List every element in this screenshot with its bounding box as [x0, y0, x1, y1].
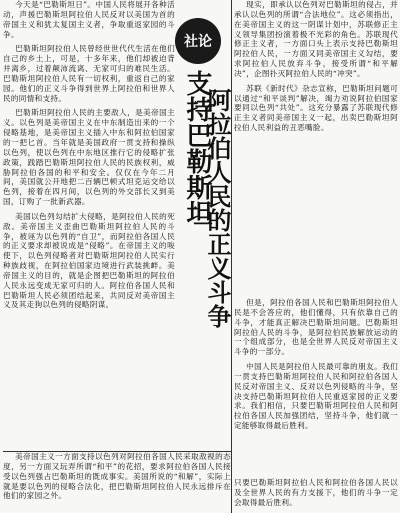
right-text-column-top	[234, 0, 398, 296]
paragraph: 中国人民是阿拉伯人民最可靠的朋友。我们一贯支持巴勒斯坦阿拉伯人民和阿拉伯各国人民反对帝国主义、反对以色列侵略的斗争，坚决支持巴勒斯坦阿拉伯人民重返家园的正义要求。我们相信，只要巴勒斯坦阿拉伯人民和阿拉伯各国人民加强团结，坚持斗争，他们就一定能够取得最后胜利。	[234, 362, 398, 431]
paragraph: 今天是“巴勒斯坦日”。中国人民将展开各种活动，声援巴勒斯坦阿拉伯人民反对以美国为首的帝国主义和犹太复国主义者，争取重返家园的斗争。	[3, 0, 175, 39]
bottom-left-text	[3, 452, 231, 513]
headline-text: 阿拉伯人民的正义斗争	[203, 88, 231, 328]
bottom-right-text	[234, 478, 398, 513]
headline-column-2	[202, 88, 232, 333]
paragraph: 现实，即承认以色列对巴勒斯坦的侵占，并承认以色列的所谓“合法地位”。这必须指出，在美帝国主义的这一阴谋计划中，苏联修正主义领导集团扮演着极不光彩的角色。苏联现代修正主义者，一方面口头上表示支持巴勒斯坦阿拉伯人民，一方面又同美帝国主义勾结，要求阿拉伯人民放弃斗争，接受所谓“和平解决”，企图扑灭阿拉伯人民的“冲突”。	[234, 0, 398, 78]
column-divider	[231, 0, 232, 513]
paragraph: 苏联《新时代》杂志宣称，巴勒斯坦问题可以通过“和平谈判”解决，竭力劝说阿拉伯国家要同以色列“共处”。这充分暴露了苏联现代修正主义者同美帝国主义一起，出卖巴勒斯坦阿拉伯人民利益的丑恶嘴脸。	[234, 83, 398, 133]
paragraph: 美国以色列勾结扩大侵略，是阿拉伯人民的死敌。美帝国主义歪曲巴勒斯坦阿拉伯人民的斗争，被诬为以色列的“自卫”，而阿拉伯各国人民的正义要求却被说成是“侵略”。在帝国主义的唆使下，以色列侵略者对巴勒斯坦阿拉伯人民实行种族歧视，在阿拉伯国家边境进行武装挑衅。美帝国主义的目的，就是企图把巴勒斯坦的阿拉伯人民永远变成无家可归的人。阿拉伯各国人民和巴勒斯坦人民必须团结起来，共同反对美帝国主义及其走狗以色列的侵略阴谋。	[3, 211, 175, 310]
editorial-badge	[175, 18, 221, 64]
paragraph: 但是，阿拉伯各国人民和巴勒斯坦阿拉伯人民是不会答应的，他们懂得，只有依靠自己的斗争，才能真正解决巴勒斯坦问题。巴勒斯坦阿拉伯人民的斗争，是阿拉伯民族解放运动的一个组成部分，也是全世界人民反对帝国主义斗争的一部分。	[234, 298, 398, 357]
paragraph: 美帝国主义一方面支持以色列对阿拉伯各国人民采取敌视的态度，另一方面又玩弄所谓“和平”的花招，要求阿拉伯各国人民接受以色列强占巴勒斯坦的既成事实。美国所说的“和解”，实际上就是要以色列的侵略合法化，把巴勒斯坦阿拉伯人民永远排斥在他们的家园之外。	[3, 452, 231, 501]
right-text-column-bottom	[234, 298, 398, 478]
editorial-badge-label: 社论	[184, 34, 212, 50]
paragraph: 只要巴勒斯坦阿拉伯人民和阿拉伯各国人民以及全世界人民的有力支援下，他们的斗争一定会取得最后胜利。	[234, 478, 398, 507]
paragraph: 巴勒斯坦阿拉伯人民的主要敌人，是美帝国主义。以色列是美帝国主义在中东制造出来的一个侵略基地，是美帝国主义插入中东和阿拉伯国家的一把匕首。当年就是美国政府一贯支持和操纵以色列，使以色列在中东地区推行它的侵略扩张政策，践踏巴勒斯坦阿拉伯人民的民族权利，威胁阿拉伯各国的和平和安全。仅仅在今年二月间，美国就公开地把二百辆巴顿式坦克运交给以色列，接着在四月间，以色列的外交部长又到美国，订购了一批新武器。	[3, 108, 175, 207]
headline-text: 支持巴勒斯坦	[182, 70, 212, 226]
left-text-column	[3, 0, 175, 452]
paragraph: 巴勒斯坦阿拉伯人民曾经世世代代生活在他们自己的乡土上，可是，十多年来，他们却被迫背井离乡，过着颠沛流离、无家可归的难民生活。巴勒斯坦阿拉伯人民有一切权利，重返自己的家园。他们的正义斗争得到世界上阿拉伯和世界人民的同情和支持。	[3, 44, 175, 103]
